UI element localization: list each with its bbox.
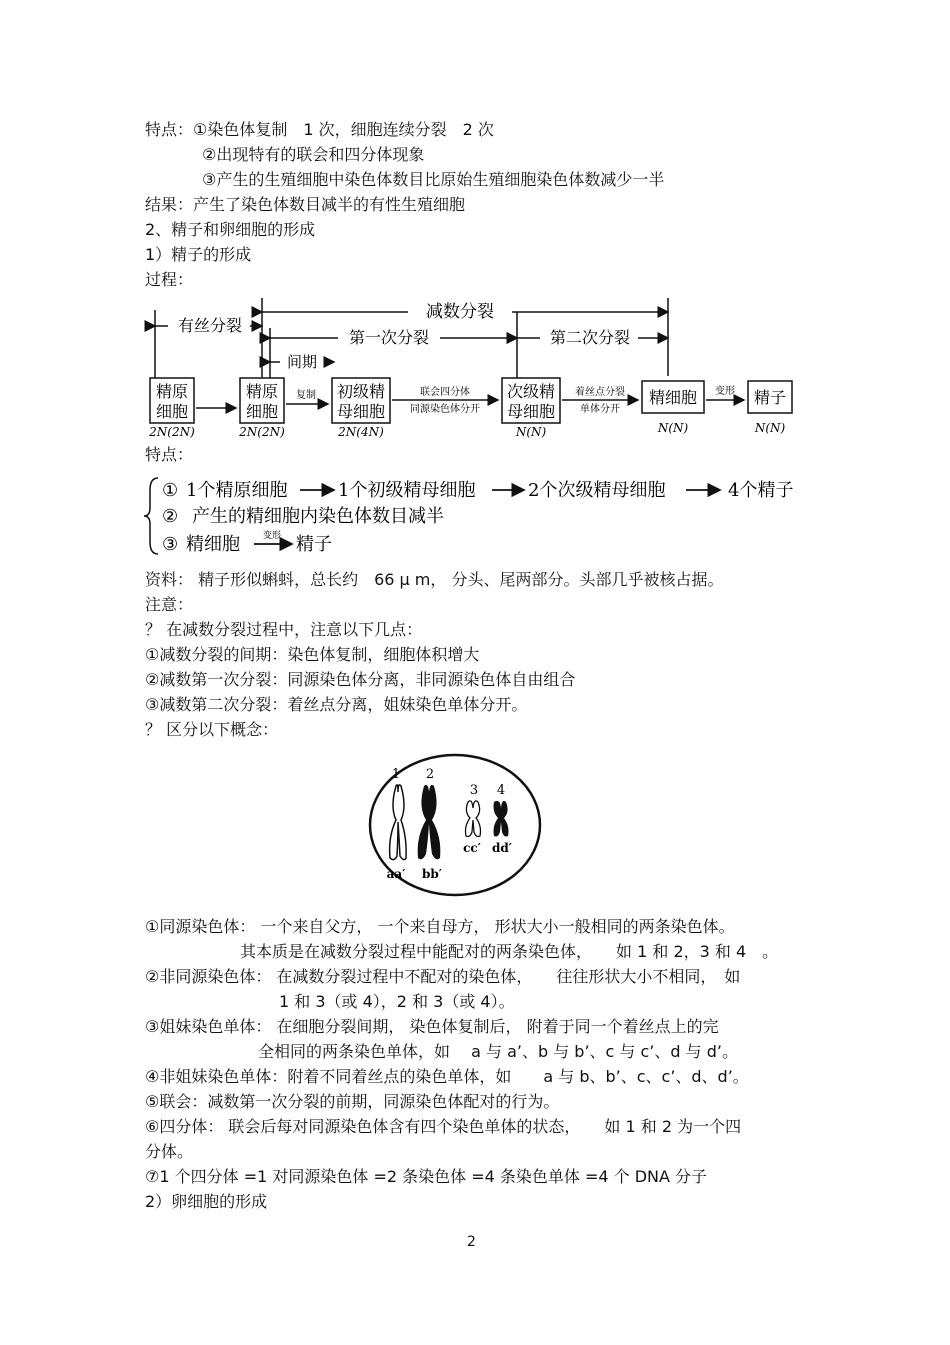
- box-text: 细胞: [245, 402, 279, 421]
- chromosome-3: [466, 801, 481, 837]
- feature-text: 产生的精细胞内染色体数目减半: [192, 506, 444, 527]
- ploidy-label: 2N(2N): [239, 425, 285, 439]
- spermatogenesis-process-diagram: [140, 290, 820, 440]
- text-line: ①减数分裂的间期：染色体复制，细胞体积增大: [145, 645, 480, 664]
- chromosome-cell-diagram: [360, 752, 550, 902]
- box-text: 母细胞: [336, 402, 386, 421]
- box-text: 精原: [245, 382, 279, 401]
- box-text: 次级精: [506, 382, 556, 401]
- chromosome-number: 4: [496, 783, 506, 798]
- subsection-heading: 2）卵细胞的形成: [145, 1192, 268, 1211]
- features-diagram: [140, 472, 820, 562]
- box-text: 精细胞: [648, 388, 698, 407]
- text-line: ③姐妹染色单体： 在细胞分裂间期， 染色体复制后， 附着于同一个着丝点上的完: [145, 1017, 719, 1036]
- arrow-label: 复制: [296, 390, 316, 401]
- text-line: ⑦1 个四分体 =1 对同源染色体 =2 条染色体 =4 条染色单体 =4 个 DNA 分子: [145, 1167, 708, 1186]
- text-line: 结果：产生了染色体数目减半的有性生殖细胞: [145, 195, 466, 214]
- text-line: ②减数第一次分裂：同源染色体分离，非同源染色体自由组合: [145, 670, 576, 689]
- text-line: ②非同源染色体： 在减数分裂过程中不配对的染色体， 往往形状大小不相同， 如: [145, 967, 741, 986]
- ploidy-label: N(N): [515, 425, 547, 439]
- text-line: 其本质是在减数分裂过程中能配对的两条染色体， 如 1 和 2，3 和 4 。: [240, 942, 779, 961]
- feature-text: 2个次级精母细胞: [528, 480, 666, 501]
- box-text: 母细胞: [506, 402, 556, 421]
- label-meiosis: 减数分裂: [426, 302, 494, 322]
- chromosome-2: [418, 785, 441, 859]
- text-line: ？ 区分以下概念：: [145, 720, 279, 739]
- box-text: 精子: [753, 388, 787, 407]
- chromosome-number: 2: [425, 767, 435, 782]
- feature-text: 4个精子: [728, 480, 794, 501]
- section-heading: 2、精子和卵细胞的形成: [145, 220, 316, 239]
- feature-num: ①: [162, 480, 179, 501]
- ploidy-label: N(N): [657, 421, 689, 435]
- ploidy-label: N(N): [754, 421, 786, 435]
- label-second-division: 第二次分裂: [549, 328, 631, 347]
- feature-text: 1个初级精母细胞: [338, 480, 476, 501]
- chromatid-label: cc′: [463, 841, 481, 855]
- feature-num: ②: [162, 506, 179, 527]
- arrow-label: 同源染色体分开: [410, 404, 480, 415]
- brace-icon: [144, 478, 158, 554]
- label-interphase: 间期: [286, 353, 318, 371]
- arrow-label: 单体分开: [580, 404, 620, 415]
- label-mitosis: 有丝分裂: [177, 316, 243, 335]
- text-line: ④非姐妹染色单体：附着不同着丝点的染色单体，如 a 与 b、b’、c、c’、d、d’。: [145, 1067, 749, 1086]
- chromosome-1: [390, 785, 407, 860]
- text-line: ②出现特有的联会和四分体现象: [202, 145, 425, 164]
- text-line: 分体。: [145, 1142, 194, 1161]
- arrow-label: 联会四分体: [420, 387, 470, 398]
- chromosome-number: 3: [469, 783, 479, 798]
- feature-num: ③: [162, 534, 179, 555]
- arrow-label: 着丝点分裂: [575, 387, 625, 398]
- feature-text: 精子: [296, 534, 332, 555]
- text-line: 资料： 精子形似蝌蚪，总长约 66 μ m， 分头、尾两部分。头部几乎被核占据。: [145, 570, 724, 589]
- label-first-division: 第一次分裂: [348, 328, 430, 347]
- arrow-label: 变形: [262, 531, 282, 541]
- box-text: 细胞: [155, 402, 189, 421]
- text-line: ？ 在减数分裂过程中，注意以下几点：: [145, 620, 423, 639]
- text-line: 注意：: [145, 595, 194, 614]
- chromatid-label: dd′: [492, 841, 512, 855]
- arrow-label: 变形: [715, 386, 735, 397]
- chromatid-label: aa′: [386, 867, 406, 881]
- chromosome-number: 1: [391, 767, 401, 782]
- box-text: 精原: [155, 382, 189, 401]
- text-line: ③减数第二次分裂：着丝点分离，姐妹染色单体分开。: [145, 695, 528, 714]
- chromatid-label: bb′: [422, 867, 442, 881]
- text-line: ③产生的生殖细胞中染色体数目比原始生殖细胞染色体数减少一半: [202, 170, 665, 189]
- box-text: 初级精: [336, 382, 386, 401]
- text-line: ⑥四分体： 联会后每对同源染色体含有四个染色单体的状态， 如 1 和 2 为一个四: [145, 1117, 742, 1136]
- text-line: 1 和 3（或 4），2 和 3（或 4）。: [279, 992, 515, 1011]
- feature-text: 1个精原细胞: [186, 480, 288, 501]
- text-line: 特点：: [145, 445, 194, 464]
- text-line: ①同源染色体： 一个来自父方， 一个来自母方， 形状大小一般相同的两条染色体。: [145, 917, 735, 936]
- text-line: 全相同的两条染色单体，如 a 与 a’、b 与 b’、c 与 c’、d 与 d’。: [258, 1042, 738, 1061]
- text-line: ⑤联会：减数第一次分裂的前期，同源染色体配对的行为。: [145, 1092, 560, 1111]
- feature-text: 精细胞: [186, 534, 240, 555]
- chromosome-4: [494, 801, 509, 837]
- text-line: 过程：: [145, 270, 194, 289]
- ploidy-label: 2N(2N): [149, 425, 195, 439]
- subsection-heading: 1）精子的形成: [145, 245, 252, 264]
- text-line: 特点：①染色体复制 1 次，细胞连续分裂 2 次: [145, 120, 494, 139]
- ploidy-label: 2N(4N): [338, 425, 384, 439]
- page-number: 2: [467, 1234, 476, 1250]
